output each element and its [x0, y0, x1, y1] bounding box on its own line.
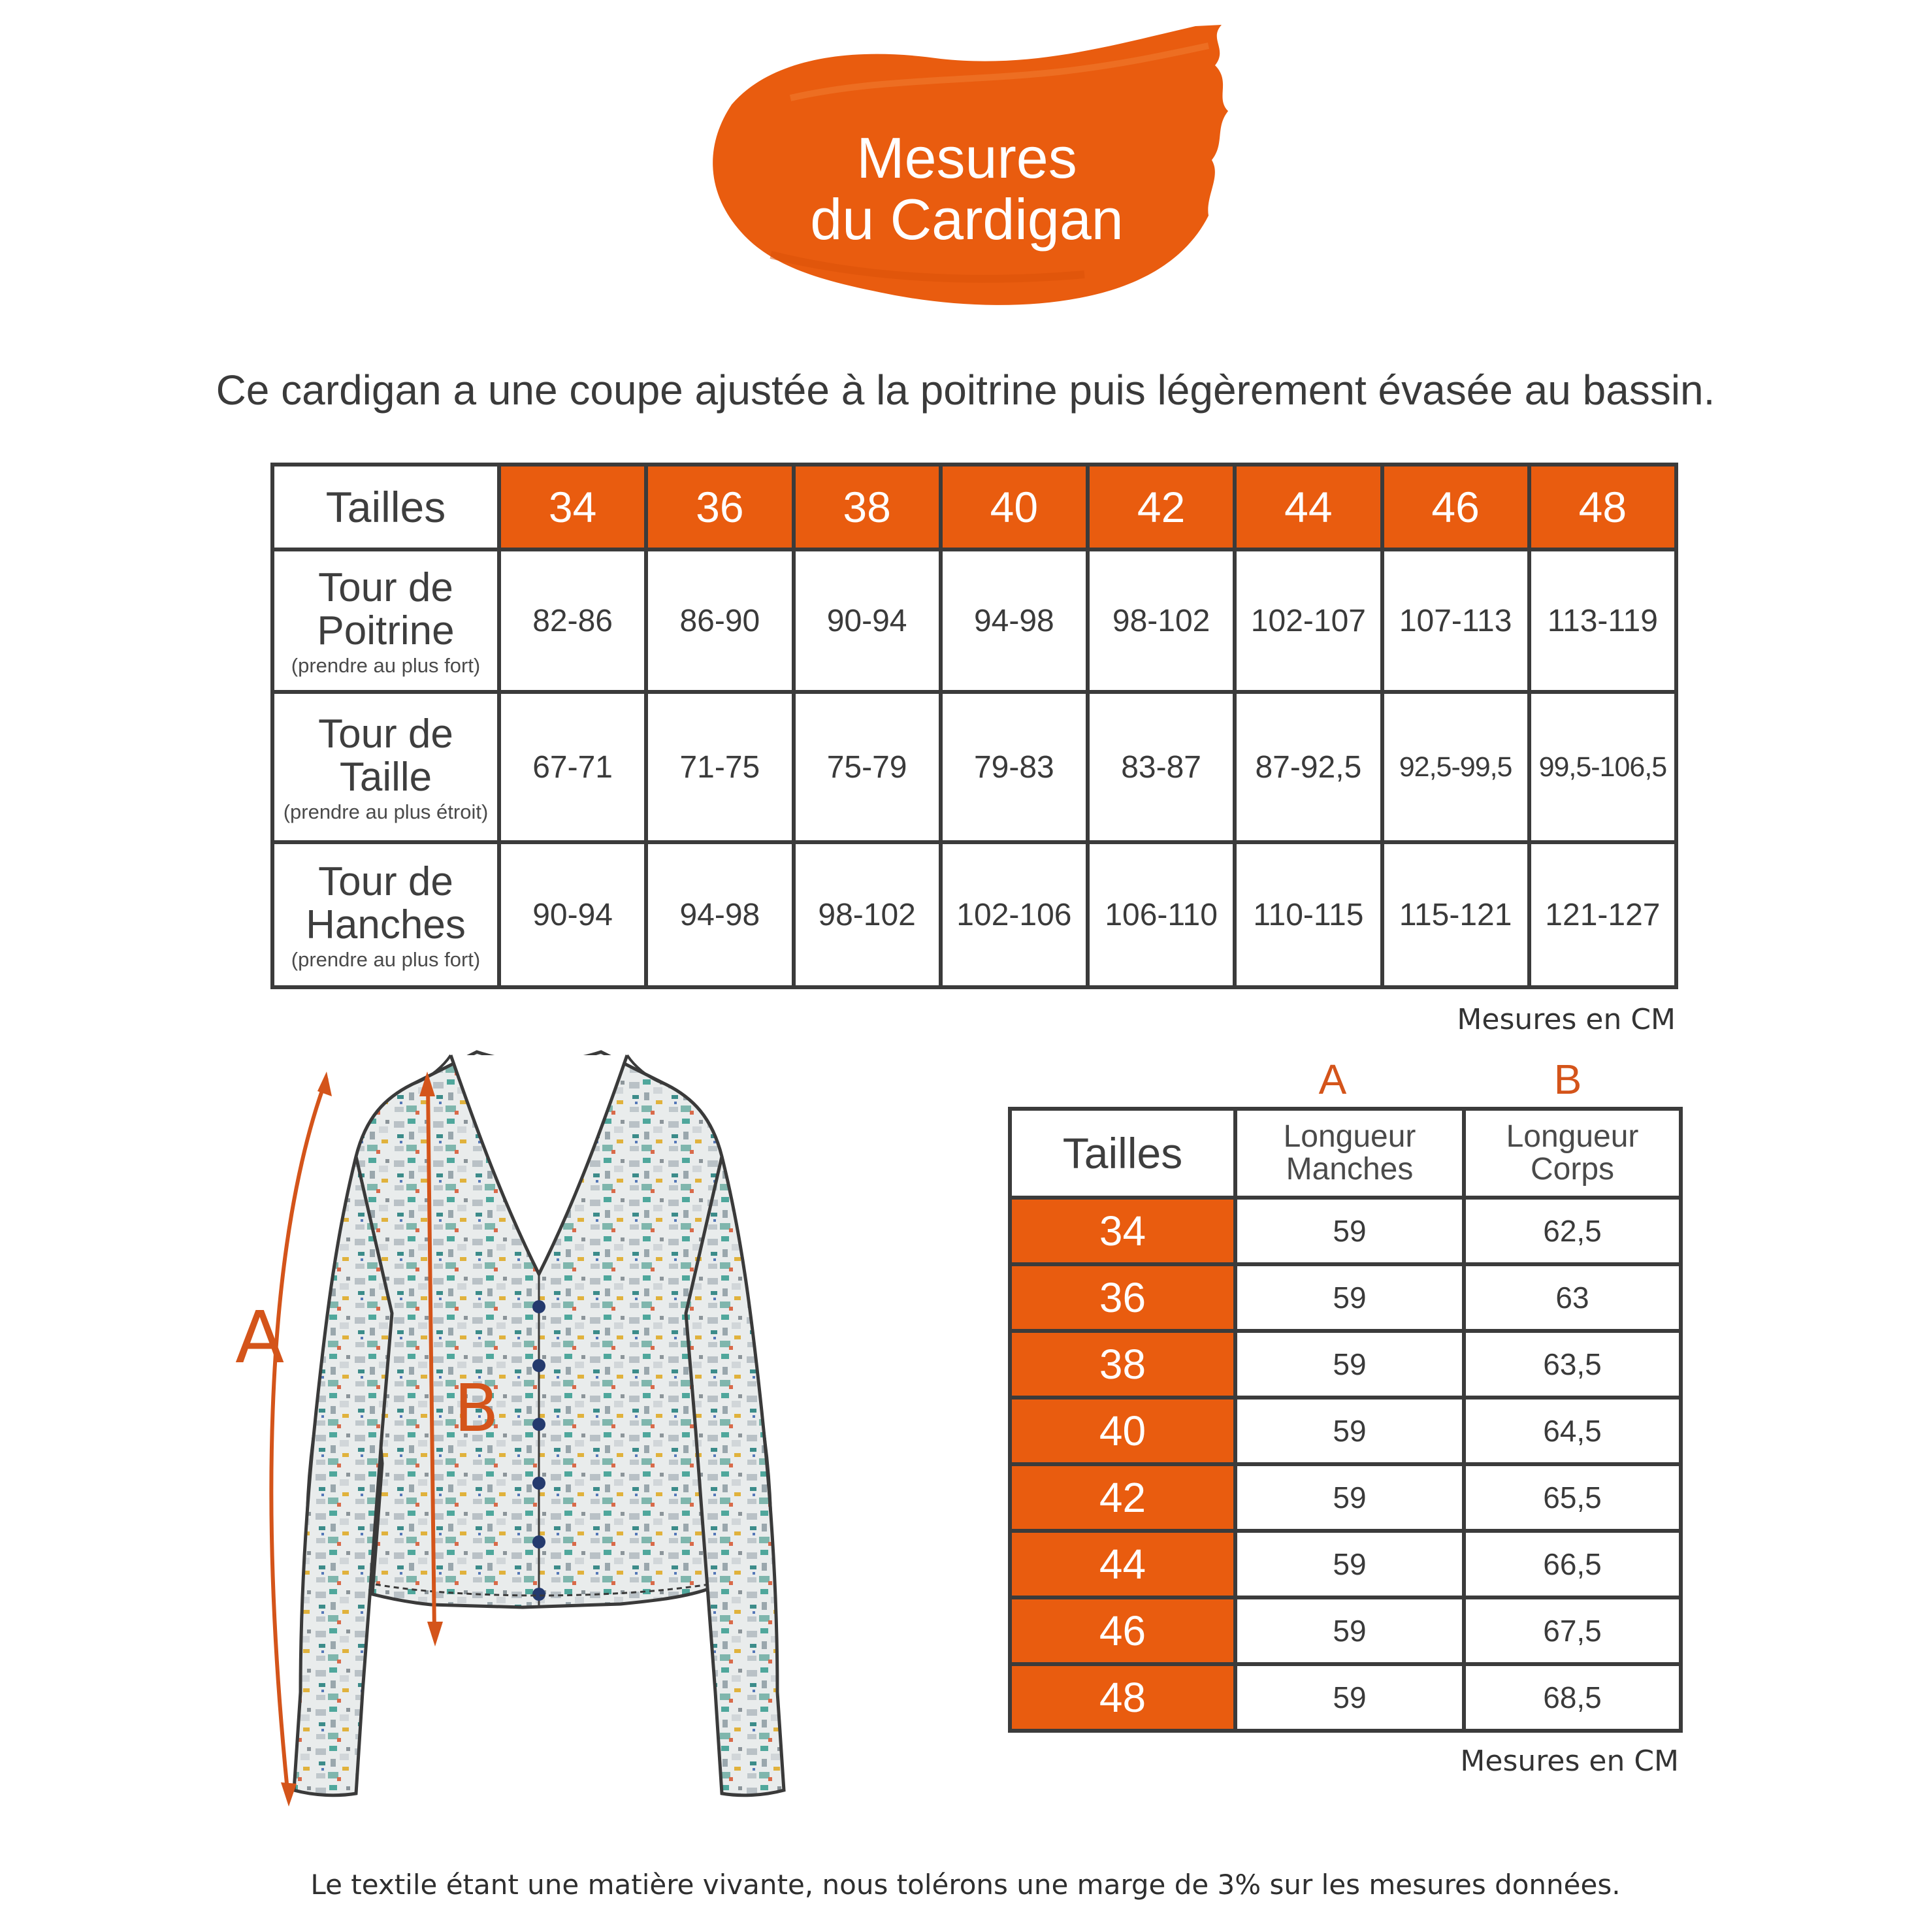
button [532, 1359, 545, 1372]
hips-value: 110-115 [1235, 842, 1382, 987]
sleeve-length-value: 59 [1235, 1264, 1464, 1331]
waist-value: 92,5-99,5 [1382, 692, 1529, 842]
chest-row [272, 549, 1676, 692]
column-letter-a: A [1318, 1056, 1347, 1103]
size-cell: 48 [1010, 1664, 1235, 1731]
body-length-value: 65,5 [1464, 1464, 1681, 1531]
size-cell: 34 [1010, 1198, 1235, 1264]
sizes-label: Tailles [1010, 1109, 1235, 1198]
chest-value: 90-94 [794, 549, 941, 692]
row-label-note: (prendre au plus fort) [291, 947, 481, 971]
chest-value: 98-102 [1088, 549, 1235, 692]
waist-value: 67-71 [499, 692, 646, 842]
button [532, 1300, 545, 1313]
hips-row [272, 842, 1676, 987]
sleeve-length-value: 59 [1235, 1331, 1464, 1398]
size-header-cell: 40 [941, 465, 1088, 549]
arrow-a-head-bottom [281, 1782, 297, 1807]
waist-row [272, 692, 1676, 842]
column-letter-b: B [1553, 1056, 1582, 1103]
intro-text: Ce cardigan a une coupe ajustée à la poitrine puis légèrement évasée au bassin. [216, 367, 1715, 414]
sleeve-length-value: 59 [1235, 1531, 1464, 1597]
size-cell: 42 [1010, 1464, 1235, 1531]
size-header-cell: 46 [1382, 465, 1529, 549]
row-label-note: (prendre au plus fort) [291, 653, 481, 677]
size-measurements-table [270, 463, 1678, 989]
size-header-cell: 48 [1529, 465, 1676, 549]
right-sleeve [686, 1156, 784, 1795]
header-line: Longueur [1506, 1119, 1639, 1154]
button [532, 1588, 545, 1601]
hips-value: 90-94 [499, 842, 646, 987]
hips-value: 115-121 [1382, 842, 1529, 987]
waist-value: 75-79 [794, 692, 941, 842]
label-a: A [235, 1296, 285, 1379]
hips-value: 121-127 [1529, 842, 1676, 987]
table-row [1010, 1198, 1681, 1264]
page-title [692, 127, 1241, 250]
waist-label [272, 692, 499, 842]
title-line-2: du Cardigan [810, 187, 1124, 252]
header-line: Longueur [1283, 1119, 1416, 1154]
chest-value: 86-90 [646, 549, 793, 692]
body-length-value: 62,5 [1464, 1198, 1681, 1264]
chest-value: 102-107 [1235, 549, 1382, 692]
waist-value: 99,5-106,5 [1529, 692, 1676, 842]
size-header-cell: 42 [1088, 465, 1235, 549]
row-label-line: Poitrine [317, 608, 455, 653]
row-label-line: Tour de [318, 565, 453, 610]
footer-note: Le textile étant une matière vivante, nous tolérons une marge de 3% sur les mesures données. [310, 1869, 1621, 1901]
size-cell: 44 [1010, 1531, 1235, 1597]
unit-note: Mesures en CM [1457, 1003, 1676, 1036]
waist-value: 79-83 [941, 692, 1088, 842]
body-length-value: 64,5 [1464, 1398, 1681, 1464]
row-label-line: Hanches [306, 902, 466, 947]
hips-value: 98-102 [794, 842, 941, 987]
chest-label [272, 549, 499, 692]
size-header-cell: 34 [499, 465, 646, 549]
arrow-b-head-bottom [427, 1622, 443, 1646]
row-label-line: Tour de [318, 859, 453, 904]
unit-note: Mesures en CM [1460, 1744, 1679, 1778]
label-b: B [454, 1370, 499, 1447]
size-cell: 46 [1010, 1597, 1235, 1664]
sizes-label: Tailles [272, 465, 499, 549]
length-measurements-table [1008, 1107, 1683, 1733]
body-length-header [1464, 1109, 1681, 1198]
table-row [1010, 1398, 1681, 1464]
hips-value: 102-106 [941, 842, 1088, 987]
sleeve-length-value: 59 [1235, 1597, 1464, 1664]
body-length-value: 63 [1464, 1264, 1681, 1331]
length-header-row [1010, 1109, 1681, 1198]
chest-value: 107-113 [1382, 549, 1529, 692]
chest-value: 113-119 [1529, 549, 1676, 692]
size-header-cell: 36 [646, 465, 793, 549]
waist-value: 87-92,5 [1235, 692, 1382, 842]
chest-value: 82-86 [499, 549, 646, 692]
size-cell: 36 [1010, 1264, 1235, 1331]
table-row [1010, 1531, 1681, 1597]
header-line: Manches [1286, 1152, 1414, 1187]
header-line: Corps [1530, 1152, 1615, 1187]
sleeve-length-value: 59 [1235, 1398, 1464, 1464]
table-row [1010, 1597, 1681, 1664]
row-label-note: (prendre au plus étroit) [283, 800, 489, 823]
sleeve-length-value: 59 [1235, 1664, 1464, 1731]
waist-value: 83-87 [1088, 692, 1235, 842]
button [532, 1418, 545, 1431]
size-cell: 40 [1010, 1398, 1235, 1464]
button [532, 1535, 545, 1548]
button [532, 1477, 545, 1490]
sleeve-length-header [1235, 1109, 1464, 1198]
cardigan-illustration [196, 1039, 947, 1836]
hips-value: 106-110 [1088, 842, 1235, 987]
title-banner [692, 20, 1241, 346]
left-sleeve [294, 1156, 392, 1795]
row-label-line: Tour de [318, 711, 453, 757]
table-row [1010, 1264, 1681, 1331]
body-length-value: 68,5 [1464, 1664, 1681, 1731]
body-length-value: 63,5 [1464, 1331, 1681, 1398]
size-header-cell: 38 [794, 465, 941, 549]
table-row [1010, 1331, 1681, 1398]
row-label-line: Taille [339, 754, 432, 800]
size-cell: 38 [1010, 1331, 1235, 1398]
table-row [1010, 1664, 1681, 1731]
waist-value: 71-75 [646, 692, 793, 842]
table-row [1010, 1464, 1681, 1531]
sleeve-length-value: 59 [1235, 1464, 1464, 1531]
hips-value: 94-98 [646, 842, 793, 987]
hips-label [272, 842, 499, 987]
body-length-value: 67,5 [1464, 1597, 1681, 1664]
chest-value: 94-98 [941, 549, 1088, 692]
sleeve-length-value: 59 [1235, 1198, 1464, 1264]
size-header-row [272, 465, 1676, 549]
title-line-1: Mesures [856, 125, 1077, 190]
size-header-cell: 44 [1235, 465, 1382, 549]
body-length-value: 66,5 [1464, 1531, 1681, 1597]
